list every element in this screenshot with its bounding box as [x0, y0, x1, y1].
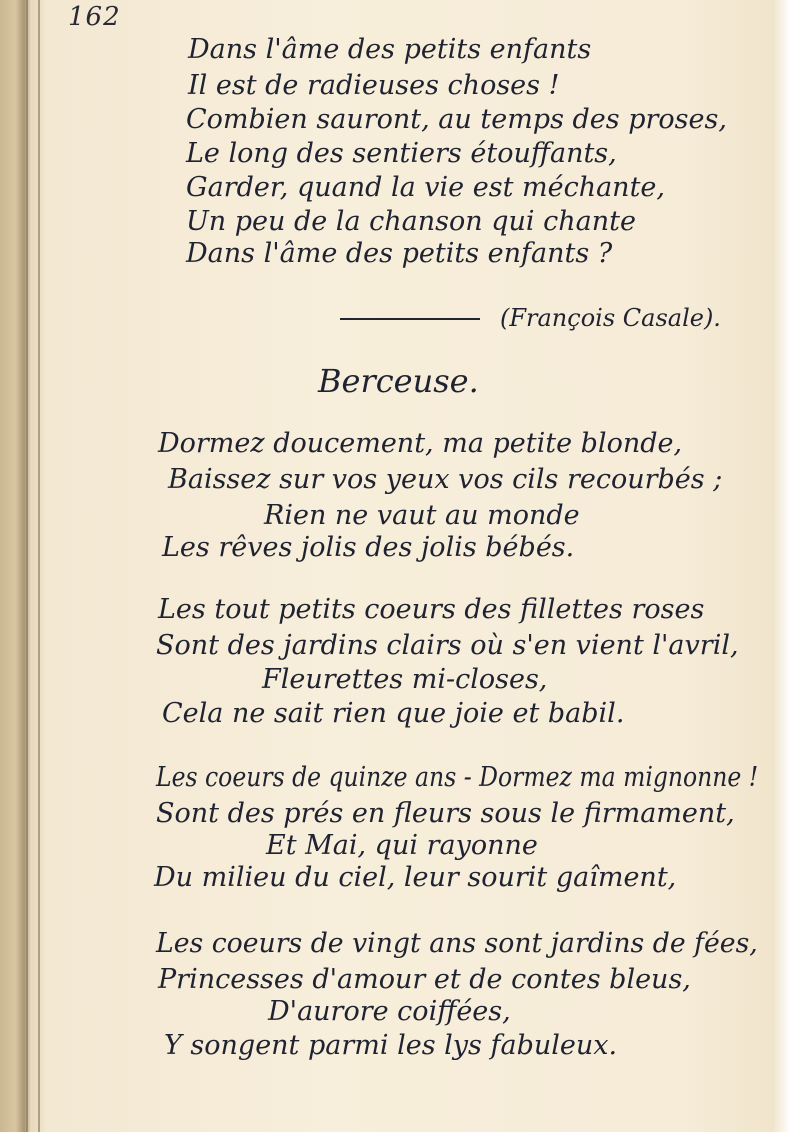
poem1-line: Combien sauront, au temps des proses, — [186, 104, 727, 135]
poem2-line: Cela ne sait rien que joie et babil. — [162, 698, 625, 729]
poem2-line: Et Mai, qui rayonne — [266, 830, 538, 861]
poem2-title: Berceuse. — [318, 362, 479, 400]
poem2-line: Les coeurs de quinze ans - Dormez ma mignonne ! — [156, 762, 759, 793]
poem2-line: Dormez doucement, ma petite blonde, — [158, 428, 683, 459]
page-number: 162 — [68, 2, 121, 32]
poem2-line: Du milieu du ciel, leur sourit gaîment, — [154, 862, 677, 893]
poem1-line: Dans l'âme des petits enfants ? — [186, 238, 613, 269]
poem2-line: Les rêves jolis des jolis bébés. — [162, 532, 575, 563]
poem2-line: D'aurore coiffées, — [268, 996, 511, 1027]
poem2-line: Les coeurs de vingt ans sont jardins de fées, — [156, 928, 758, 959]
poem2-line: Y songent parmi les lys fabuleux. — [164, 1030, 618, 1061]
poem2-line: Sont des prés en fleurs sous le firmament, — [156, 798, 735, 829]
poem1-line: Garder, quand la vie est méchante, — [186, 172, 665, 203]
page-right-edge — [772, 0, 800, 1132]
poem1-attribution: (François Casale). — [500, 304, 721, 332]
binding-edge-line — [26, 0, 28, 1132]
poem2-line: Princesses d'amour et de contes bleus, — [158, 964, 691, 995]
poem2-line: Sont des jardins clairs où s'en vient l'avril, — [156, 630, 739, 661]
poem2-line: Fleurettes mi-closes, — [262, 664, 548, 695]
attribution-dash — [340, 318, 480, 320]
binding-edge-line — [38, 0, 40, 1132]
poem1-line: Un peu de la chanson qui chante — [186, 206, 636, 237]
poem2-line: Les tout petits coeurs des fillettes roses — [158, 594, 705, 625]
poem1-line: Le long des sentiers étouffants, — [186, 138, 617, 169]
poem2-line: Rien ne vaut au monde — [264, 500, 580, 531]
poem1-line: Dans l'âme des petits enfants — [188, 34, 592, 65]
poem2-line: Baissez sur vos yeux vos cils recourbés ; — [168, 464, 723, 495]
poem1-line: Il est de radieuses choses ! — [188, 70, 560, 101]
